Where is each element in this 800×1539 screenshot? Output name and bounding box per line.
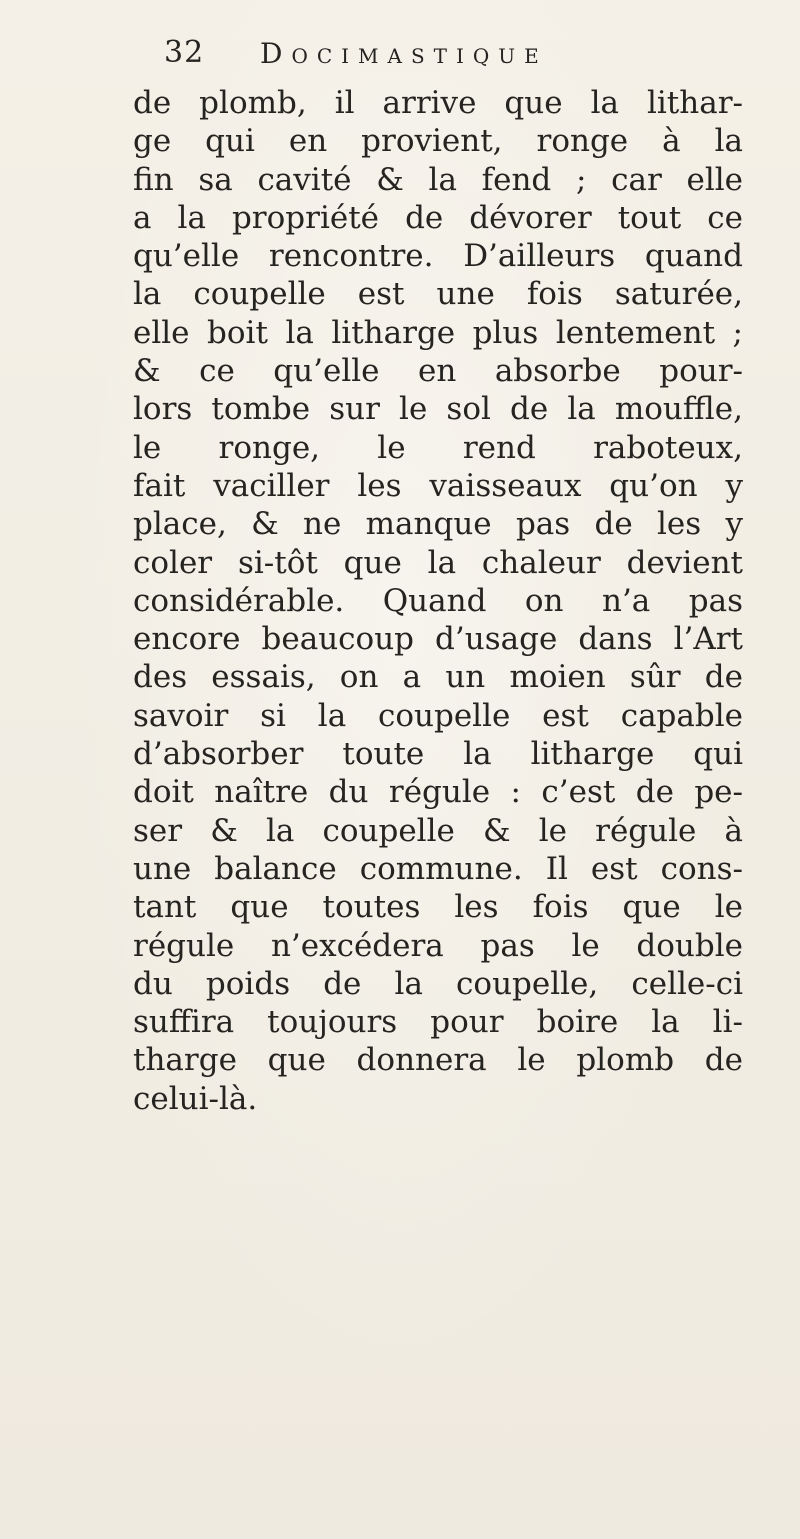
text-line: fin sa cavité & la fend ; car elle: [133, 161, 743, 198]
text-line: savoir si la coupelle est capable: [133, 697, 743, 734]
text-line: une balance commune. Il est cons-: [133, 850, 743, 887]
text-line: tharge que donnera le plomb de: [133, 1042, 743, 1079]
text-line: doit naître du régule : c’est de pe-: [133, 774, 743, 811]
body-text: [133, 84, 743, 1118]
text-line: d’absorber toute la litharge qui: [133, 736, 743, 773]
text-line: tant que toutes les fois que le: [133, 889, 743, 926]
text-line: suffira toujours pour boire la li-: [133, 1004, 743, 1041]
text-line: place, & ne manque pas de les y: [133, 506, 743, 543]
page-number: 32: [164, 35, 205, 70]
text-line: régule n’excédera pas le double: [133, 927, 743, 964]
text-line: celui-là.: [133, 1080, 258, 1117]
text-line: la coupelle est une fois saturée,: [133, 276, 743, 313]
text-line: a la propriété de dévorer tout ce: [133, 199, 743, 236]
text-line: qu’elle rencontre. D’ailleurs quand: [133, 238, 743, 275]
text-line: le ronge, le rend raboteux,: [133, 429, 743, 466]
text-line: coler si-tôt que la chaleur devient: [133, 544, 743, 581]
text-line: considérable. Quand on n’a pas: [133, 582, 743, 619]
text-line: fait vaciller les vaisseaux qu’on y: [133, 467, 743, 504]
text-line: de plomb, il arrive que la lithar-: [133, 85, 743, 121]
text-line: ge qui en provient, ronge à la: [133, 123, 743, 160]
text-line: encore beaucoup d’usage dans l’Art: [133, 621, 743, 658]
running-title: Docimastique: [260, 37, 548, 70]
text-line: du poids de la coupelle, celle-ci: [133, 965, 743, 1002]
text-line: & ce qu’elle en absorbe pour-: [133, 353, 743, 390]
text-line: des essais, on a un moien sûr de: [133, 659, 743, 696]
page-header: [137, 35, 757, 88]
text-line: ser & la coupelle & le régule à: [133, 812, 743, 849]
text-line: lors tombe sur le sol de la mouffle,: [133, 391, 743, 428]
text-line: elle boit la litharge plus lentement ;: [133, 314, 743, 351]
